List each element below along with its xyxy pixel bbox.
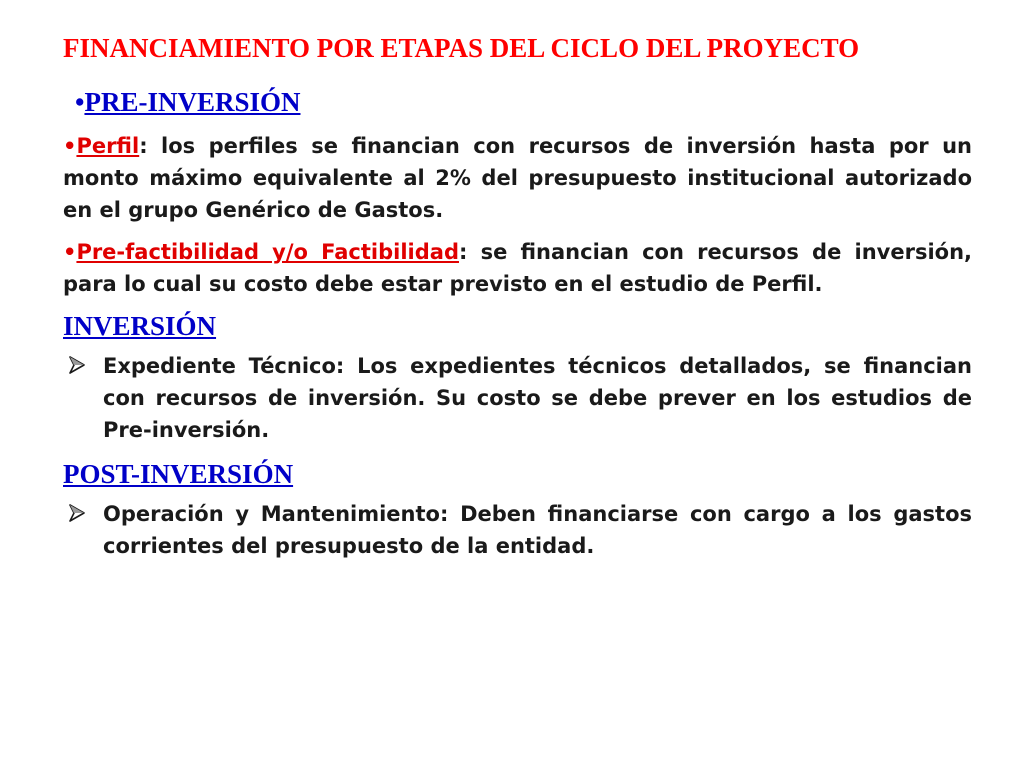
inversion-item-text: Expediente Técnico: Los expedientes técnicos detallados, se financian con recursos de inversión. Su costo se debe prever en los estudios de Pre-inversión. (103, 354, 972, 442)
inversion-item (63, 350, 972, 446)
perfil-text: : los perfiles se financian con recursos de inversión hasta por un monto máximo equivalente al 2% del presupuesto institucional autorizado en el grupo Genérico de Gastos. (63, 134, 972, 222)
prefactibilidad-term: Pre-factibilidad y/o Factibilidad (76, 240, 459, 264)
bullet-dot: • (63, 134, 77, 158)
bullet-dot: • (75, 87, 85, 117)
pre-inversion-heading: PRE-INVERSIÓN (84, 87, 301, 117)
slide-title: FINANCIAMIENTO POR ETAPAS DEL CICLO DEL PROYECTO (63, 33, 860, 63)
perfil-paragraph (63, 130, 972, 226)
inversion-heading: INVERSIÓN (63, 311, 217, 341)
arrow-bullet-icon (68, 504, 86, 522)
post-inversion-heading: POST-INVERSIÓN (63, 459, 294, 489)
prefactibilidad-paragraph (63, 236, 972, 300)
arrow-bullet-icon (68, 356, 86, 374)
bullet-dot: • (63, 240, 77, 264)
post-inversion-item (63, 498, 972, 562)
post-inversion-item-text: Operación y Mantenimiento: Deben financiarse con cargo a los gastos corrientes del presupuesto de la entidad. (103, 502, 972, 558)
perfil-term: Perfil (76, 134, 140, 158)
pre-inversion-heading-row (75, 84, 972, 120)
prefactibilidad-text: : se financian con recursos de inversión, para lo cual su costo debe estar previsto en el estudio de Perfil. (63, 240, 972, 296)
